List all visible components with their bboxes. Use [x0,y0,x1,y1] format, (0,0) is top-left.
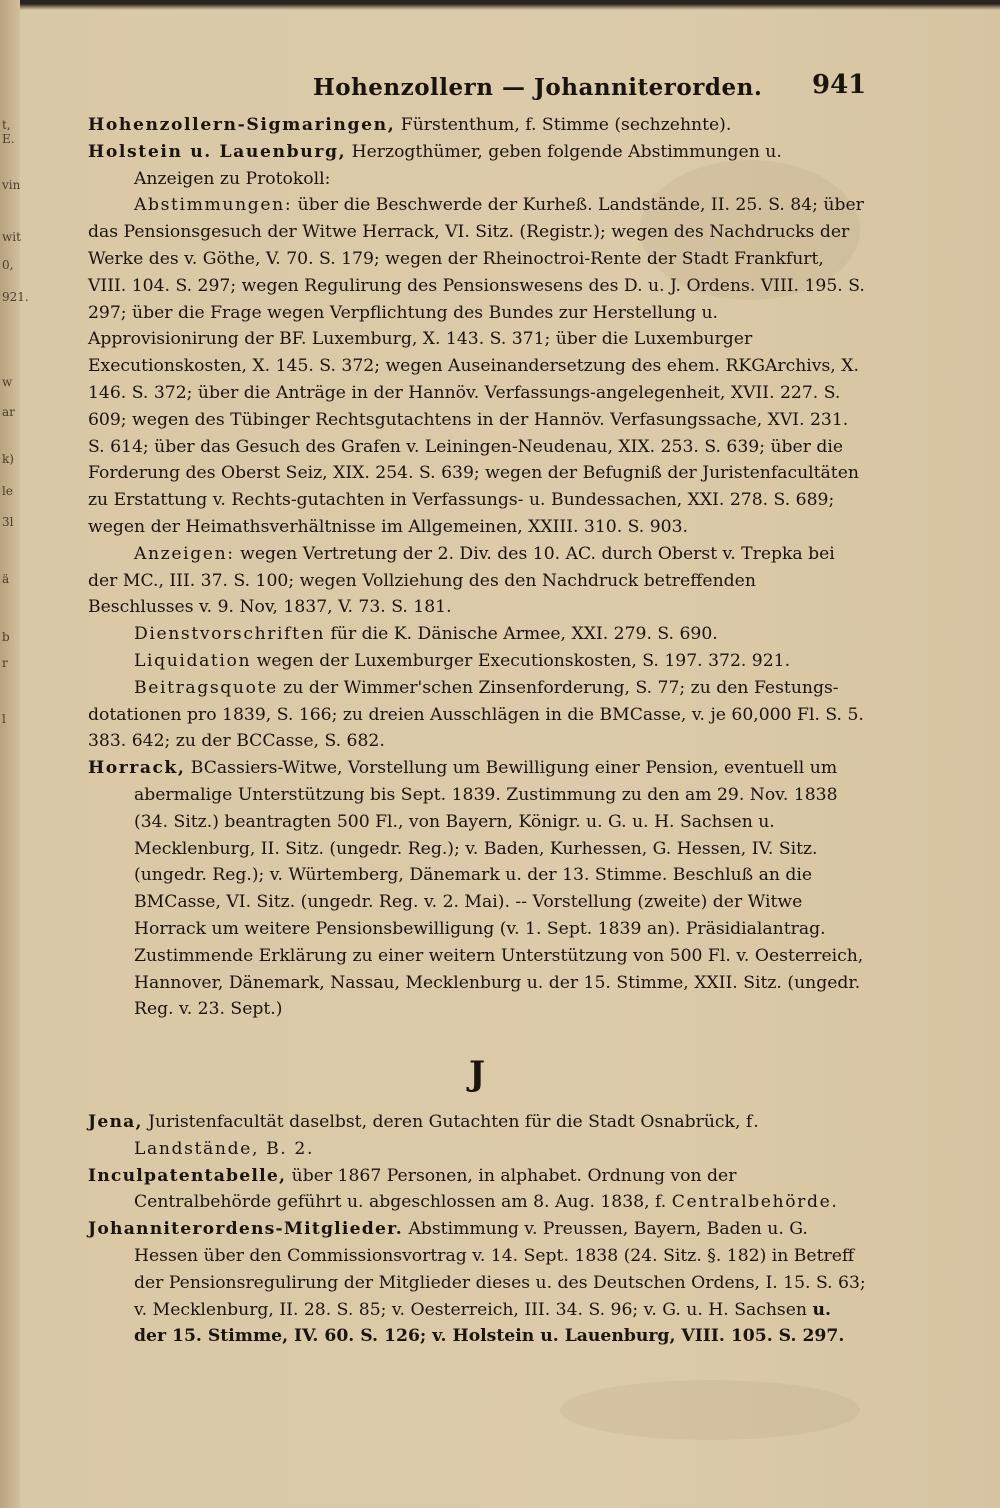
entry-crossref: Centralbehörde. [671,1192,839,1213]
page-top-edge [0,0,1000,10]
sub-entry [88,192,866,540]
margin-mark: 921. [2,290,29,304]
margin-mark: w [2,375,13,389]
page-gutter [0,0,29,1508]
entry-heading: Horrack, [88,758,186,779]
entry-heading: Hohenzollern-Sigmaringen, [88,115,396,135]
sub-entry-lead: Abstimmungen: [134,195,293,216]
sub-entry-lead: Liquidation [134,650,252,671]
margin-mark: t, E. [2,118,15,146]
entry-crossref: f. Landstände, B. 2. [134,1112,761,1159]
index-entry [88,755,866,1023]
margin-mark: l [2,712,6,726]
index-entry [88,139,866,193]
entry-text: Abstimmung v. Preussen, Bayern, Baden u. G. Hessen über den Commissionsvortrag v. 14. Sept. 1838 (24. Sitz. §. 182) in Betreff der Pensionsregulirung der Mitglieder dieses u. des Deutschen Ordens, I. 15. S. 63; v. Mecklenburg, II. 28. S. 85; v. Oesterreich, III. 34. S. 96; v. G. u. H. Sachsen [134,1219,866,1320]
sub-entry-text: über die Beschwerde der Kurheß. Landstände, II. 25. S. 84; über das Pensionsgesuch der Witwe Herrack, VI. Sitz. (Registr.); wegen des Nachdrucks der Werke des v. Göthe, V. 70. S. 179; wegen der Rheinoctroi-Rente der Stadt Frankfurt, VIII. 104. S. 297; wegen Regulirung des Pensionswesens des D. u. J. Ordens. VIII. 195. S. 297; über die Frage wegen Verpflichtung des Bundes zur Herstellung u. Approvisionirung der BF. Luxemburg, X. 143. S. 371; über die Luxemburger Executionskosten, X. 145. S. 372; wegen Auseinandersetzung des ehem. RKGArchivs, X. 146. S. 372; über die Anträge in der Hannöv. Verfassungs-angelegenheit, XVII. 227. S. 609; wegen des Tübinger Rechtsgutachtens in der Hannöv. Verfasungssache, XVI. 231. S. 614; über das Gesuch des Grafen v. Leiningen-Neudenau, XIX. 253. S. 639; über die Forderung des Oberst Seiz, XIX. 254. S. 639; wegen der Befugniß der Juristenfacultäten zu Erstattung v. Rechts-gutachten in Verfassungs- u. Bundessachen, XXI. 278. S. 689; wegen der Heimathsverhältnisse im Allgemeinen, XXIII. 310. S. 903. [88,195,865,537]
sub-entry [88,648,866,675]
margin-mark: k) [2,452,14,466]
index-entry [88,112,866,139]
index-entry [88,1216,866,1350]
entry-text: BCassiers-Witwe, Vorstellung um Bewilligung einer Pension, eventuell um abermalige Unterstützung bis Sept. 1839. Zustimmung zu den am 29. Nov. 1838 (34. Sitz.) beantragten 500 Fl., von Bayern, Königr. u. G. u. H. Sachsen u. Mecklenburg, II. Sitz. (ungedr. Reg.); v. Baden, Kurhessen, G. Hessen, IV. Sitz. (ungedr. Reg.); v. Würtemberg, Dänemark u. der 13. Stimme. Beschluß an die BMCasse, VI. Sitz. (ungedr. Reg. v. 2. Mai). -- Vorstellung (zweite) der Witwe Horrack um weitere Pensionsbewilligung (v. 1. Sept. 1839 an). Präsidialantrag. Zustimmende Erklärung zu einer weitern Unterstützung von 500 Fl. v. Oesterreich, Hannover, Dänemark, Nassau, Mecklenburg u. der 15. Stimme, XXII. Sitz. (ungedr. Reg. v. 23. Sept.) [134,758,864,1020]
sub-entry-lead: Anzeigen: [134,543,235,564]
entry-text: Herzogthümer, geben folgende Abstimmungen u. Anzeigen zu Protokoll: [134,141,782,189]
section-letter: J [468,1054,486,1095]
sub-entry-lead: Beitragsquote [134,677,278,698]
margin-mark: wit [2,230,21,244]
entry-text: Juristenfacultät daselbst, deren Gutachten für die Stadt Osnabrück, [142,1112,746,1133]
margin-mark: 3l [2,515,14,529]
sub-entry-text: für die K. Dänische Armee, XXI. 279. S. 690. [325,624,718,645]
entry-heading: Holstein u. Lauenburg, [88,141,347,162]
sub-entry-text: wegen der Luxemburger Executionskosten, S. 197. 372. 921. [251,650,791,671]
margin-mark: le [2,484,13,498]
margin-mark: 0, [2,258,14,272]
index-entry [88,1163,866,1217]
margin-mark: vin [2,178,21,192]
index-body [88,112,866,1350]
sub-entry [88,621,866,648]
index-entry [88,1109,866,1163]
paper-stain [560,1380,860,1440]
page-number: 941 [812,70,867,100]
sub-entry-text: wegen Vertretung der 2. Div. des 10. AC. durch Oberst v. Trepka bei der MC., III. 37. S. 100; wegen Vollziehung des den Nachdruck betreffenden Beschlusses v. 9. Nov, 1837, V. 73. S. 181. [88,543,835,618]
sub-entry-lead: Dienstvorschriften [134,624,326,645]
margin-mark: ar [2,405,15,419]
margin-mark: ä [2,572,10,586]
sub-entry-text: zu der Wimmer'schen Zinsenforderung, S. 77; zu den Festungs-dotationen pro 1839, S. 166; zu dreien Ausschlägen in die BMCasse, v. je 60,000 Fl. S. 5. 383. 642; zu der BCCasse, S. 682. [88,677,864,752]
page-header [0,70,1000,110]
margin-mark: b [2,630,10,644]
running-head: Hohenzollern — Johanniterorden. [313,74,763,101]
entry-text: Fürstenthum, f. Stimme (sechzehnte). [395,115,732,135]
entry-heading: Johanniterordens-Mitglieder. [88,1219,403,1240]
entry-text-bold: u. der 15. Stimme, IV. 60. S. 126; v. Holstein u. Lauenburg, VIII. 105. S. 297. [134,1299,845,1347]
entry-heading: Jena, [88,1112,143,1133]
sub-entry [88,675,866,755]
sub-entry [88,541,866,621]
entry-text: über 1867 Personen, in alphabet. Ordnung von der Centralbehörde geführt u. abgeschlossen am 8. Aug. 1838, f. [134,1165,737,1213]
entry-heading: Inculpatentabelle, [88,1165,287,1186]
margin-mark: r [2,656,8,670]
